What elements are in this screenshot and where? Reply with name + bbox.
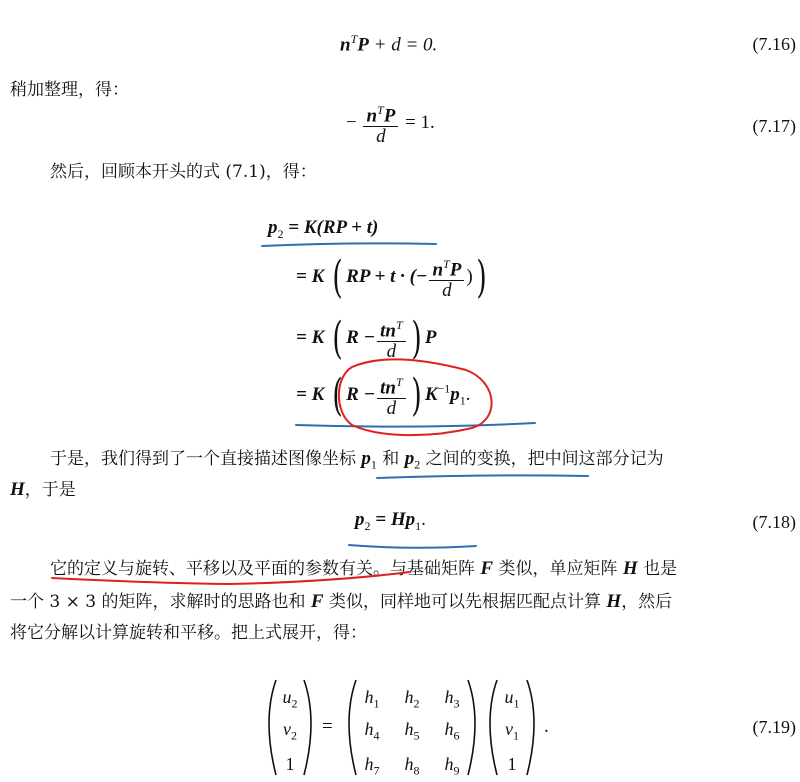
equation-7-18: $p_2 = Hp_1$. bbox=[355, 509, 426, 533]
paragraph-homography-line1: 它的定义与旋转、平移以及平面的参数有关。与基础矩阵 F 类似，单应矩阵 H 也是 bbox=[50, 558, 678, 579]
h-entry: $h_3$ bbox=[444, 687, 460, 711]
text-simplify: 稍加整理，得： bbox=[10, 80, 129, 100]
derivation-row-3: = K ( R − $\frac{tn^T}{d}$ ) P bbox=[296, 313, 437, 364]
h-entry: $h_2$ bbox=[404, 687, 420, 711]
lhs-entry: $u_2$ bbox=[282, 687, 298, 711]
fraction-nTP-over-d: $\frac{n^TP}{d}$ bbox=[363, 100, 398, 147]
paragraph-transform: 于是，我们得到了一个直接描述图像坐标 $p_1$ 和 $p_2$ 之间的变换，把中间这部分记为 bbox=[50, 448, 664, 472]
rhs-entry: 1 bbox=[507, 754, 517, 774]
blue-underline-row1 bbox=[262, 243, 436, 246]
paragraph-homography-line3: 将它分解以计算旋转和平移。把上式展开，得： bbox=[10, 623, 367, 643]
h-entry: $h_7$ bbox=[364, 754, 380, 778]
lhs-entry: $v_2$ bbox=[283, 719, 297, 743]
equation-number-7-18: (7.18) bbox=[752, 512, 796, 532]
derivation-row-2: = K ( RP + t · (− $\frac{n^TP}{d}$ )) bbox=[296, 252, 487, 303]
paragraph-homography-line2: 一个 3 × 3 的矩阵，求解时的思路也和 F 类似，同样地可以先根据匹配点计算 H，然后 bbox=[10, 591, 673, 612]
equation-7-17: − $\frac{n^TP}{d}$ = 1. bbox=[346, 100, 435, 147]
rhs-entry: $u_1$ bbox=[504, 687, 520, 711]
equation-7-19-equals: = bbox=[322, 716, 333, 737]
equation-number-7-16: (7.16) bbox=[752, 34, 796, 54]
equation-number-7-19: (7.19) bbox=[752, 717, 796, 737]
text-then: 然后，回顾本开头的式 (7.1)，得： bbox=[50, 162, 317, 182]
derivation-row-1: $p_2 = K(RP + t)$ bbox=[268, 217, 379, 241]
h-entry: $h_6$ bbox=[444, 719, 460, 743]
paragraph-transform-line2: H，于是 bbox=[10, 479, 76, 500]
blue-underline-row4 bbox=[296, 423, 535, 427]
rhs-entry: $v_1$ bbox=[505, 719, 519, 743]
h-entry: $h_5$ bbox=[404, 719, 420, 743]
h-entry: $h_4$ bbox=[364, 719, 380, 743]
equation-7-16: $n^TP + d = 0$. bbox=[340, 32, 438, 56]
blue-underline-eq718 bbox=[349, 545, 476, 548]
equation-number-7-17: (7.17) bbox=[752, 116, 796, 136]
h-entry: $h_9$ bbox=[444, 754, 460, 778]
lhs-entry: 1 bbox=[285, 754, 295, 774]
equation-7-19-end: . bbox=[544, 716, 549, 737]
derivation-row-4: = K ( R − $\frac{tn^T}{d}$ ) $K^{-1}p_1$. bbox=[296, 370, 471, 421]
h-entry: $h_1$ bbox=[364, 687, 380, 711]
h-entry: $h_8$ bbox=[404, 754, 420, 778]
